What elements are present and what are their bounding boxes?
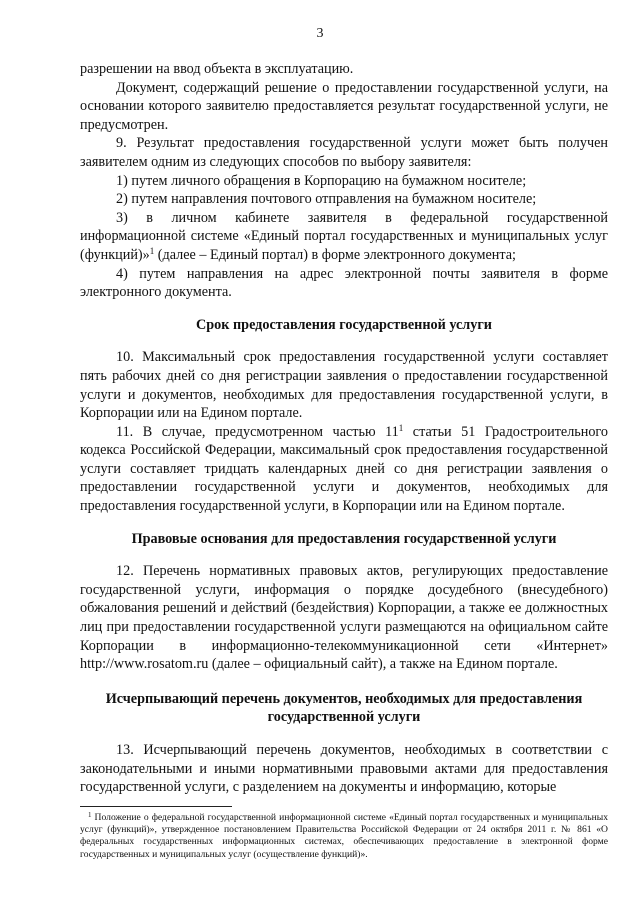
paragraph: 13. Исчерпывающий перечень документов, необходимых в соответствии с законодательными и иными нормативными правовыми актами для предоставления государственной услуги, с разделением на документы и информацию, которые [80, 742, 608, 796]
section-gap [80, 727, 608, 741]
section-gap [80, 516, 608, 530]
paragraph: 2) путем направления почтового отправления на бумажном носителе; [116, 191, 537, 208]
section-gap [80, 674, 608, 690]
paragraph-text-continued: (далее – Единый портал) в форме электронного документа; [154, 246, 516, 263]
section-gap [80, 548, 608, 562]
section-heading: Правовые основания для предоставления государственной услуги [131, 530, 557, 547]
paragraph: 4) путем направления на адрес электронной почты заявителя в форме электронного документа. [80, 265, 608, 301]
paragraph: 10. Максимальный срок предоставления государственной услуги составляет пять рабочих дней со дня регистрации заявления о предоставлении государственной услуги и документов, необходимых для предоставления государственной услуги, в Корпорации или на Едином портале. [80, 349, 608, 422]
document-body [80, 60, 608, 797]
footnote-separator [80, 806, 232, 807]
paragraph-text: 11. В случае, предусмотренном частью 11 [116, 423, 399, 440]
footnote-reference: 1 [398, 422, 404, 433]
paragraph: 12. Перечень нормативных правовых актов, регулирующих предоставление государственной услуги, информация о порядке досудебного (внесудебного) обжалования решений и действий (бездействия) Корпорации, а также ее должностных лиц при предоставлении государственной услуги размещаются на официальном сайте Корпорации в информационно-телекоммуникационной сети «Интернет» http://www.rosatom.ru (далее – официальный сайт), а также на Едином портале. [80, 563, 608, 673]
section-gap [80, 302, 608, 316]
paragraph: разрешении на ввод объекта в эксплуатацию. [80, 61, 354, 77]
paragraph: Документ, содержащий решение о предоставлении государственной услуги, на основании которого заявителю предоставляется результат государственной услуги, не предусмотрен. [80, 79, 608, 133]
paragraph [80, 423, 608, 516]
footnote-reference: 1 [149, 245, 155, 256]
page-number: 3 [316, 26, 324, 41]
section-heading: Исчерпывающий перечень документов, необходимых для предоставления государственной услуги [105, 690, 583, 726]
paragraph: 9. Результат предоставления государственной услуги может быть получен заявителем одним из следующих способов по выбору заявителя: [80, 135, 608, 170]
section-gap [80, 334, 608, 348]
footnote-mark: 1 [88, 811, 92, 819]
section-heading: Срок предоставления государственной услуги [196, 316, 492, 333]
footnote [80, 812, 608, 861]
paragraph: 1) путем личного обращения в Корпорацию на бумажном носителе; [116, 172, 527, 189]
paragraph [80, 209, 608, 265]
paragraph-text-continued: статьи 51 Градостроительного кодекса Российской Федерации, максимальный срок предоставления государственной услуги составляет тридцать календарных дней со дня регистрации заявления о предоставлении государственной услуги и документов, необходимых для предоставления государственной услуги, в Корпорации или на Едином портале. [80, 423, 608, 515]
footnote-text: Положение о федеральной государственной информационной системе «Единый портал государственных и муниципальных услуг (функций)», утвержденное постановлением Правительства Российской Федерации от 24 октября 2011 г. № 861 «О федеральных государственных информационных системах, обеспечивающих предоставление в электронной форме государственных и муниципальных услуг (осуществление функций)». [80, 812, 608, 860]
paragraph-text: 3) в личном кабинете заявителя в федеральной государственной информационной системе «Единый портал государственных и муниципальных услуг (функций)» [80, 209, 608, 263]
